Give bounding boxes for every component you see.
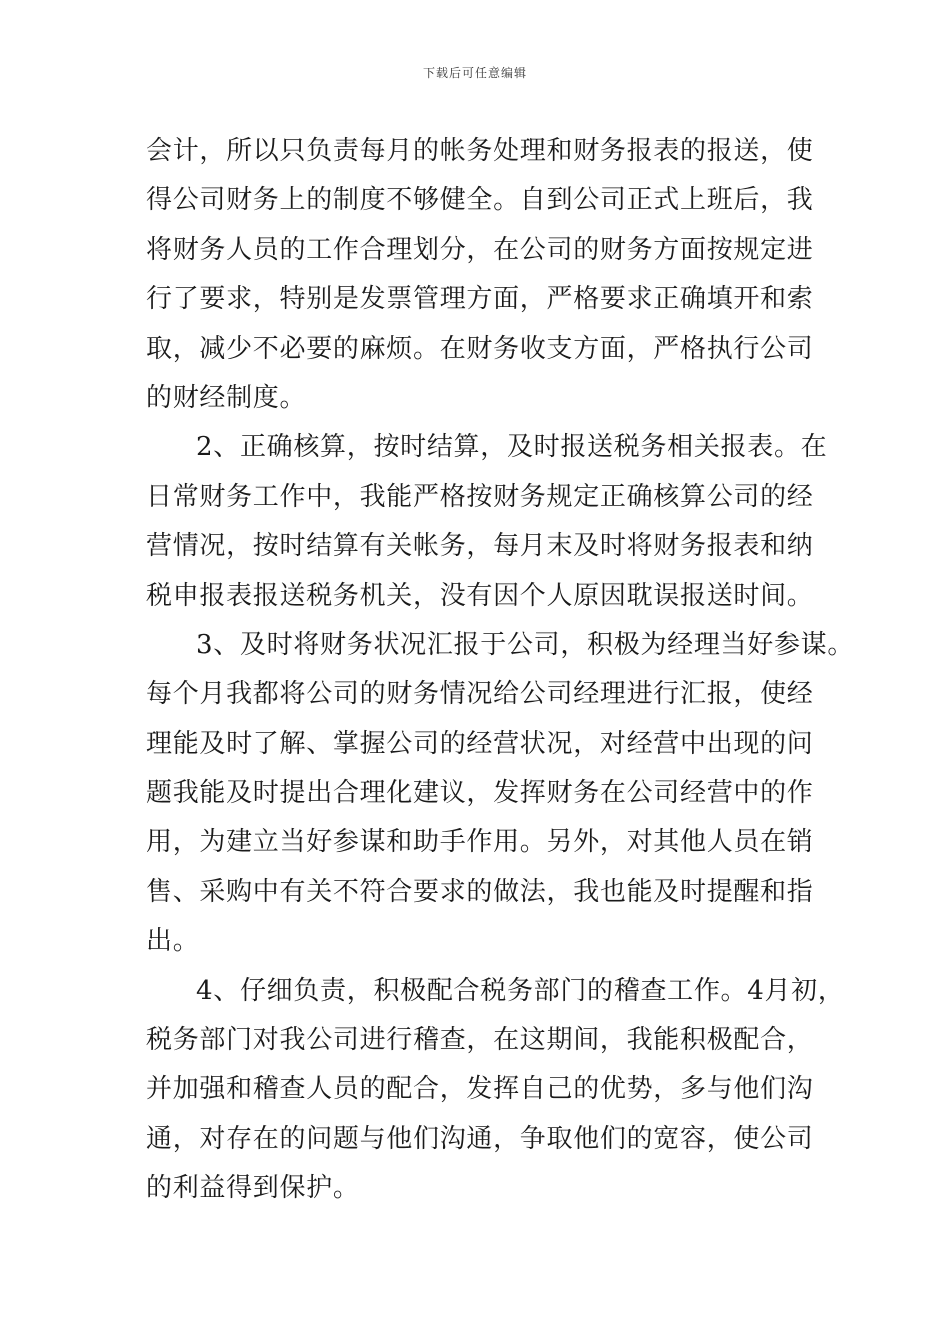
text-line: 取，减少不必要的麻烦。在财务收支方面，严格执行公司 <box>146 333 814 364</box>
text-line: 题我能及时提出合理化建议，发挥财务在公司经营中的作 <box>146 778 814 809</box>
text-line: 的财经制度。 <box>146 382 307 413</box>
page-header: 下载后可任意编辑 <box>422 66 527 80</box>
text-line: 并加强和稽查人员的配合，发挥自己的优势，多与他们沟 <box>146 1074 814 1105</box>
text-line: 售、采购中有关不符合要求的做法，我也能及时提醒和指 <box>146 876 814 907</box>
text-line: 营情况，按时结算有关帐务，每月末及时将财务报表和纳 <box>146 531 814 562</box>
paragraph-first-line: 3、及时将财务状况汇报于公司，积极为经理当好参谋。 <box>196 629 855 660</box>
paragraph-first-line: 2、正确核算，按时结算，及时报送税务相关报表。在 <box>196 432 828 463</box>
text-line: 行了要求，特别是发票管理方面，严格要求正确填开和索 <box>146 284 814 315</box>
text-line: 出。 <box>146 926 200 957</box>
text-line: 日常财务工作中，我能严格按财务规定正确核算公司的经 <box>146 481 814 512</box>
text-line: 税申报表报送税务机关，没有因个人原因耽误报送时间。 <box>146 580 814 611</box>
text-line: 通，对存在的问题与他们沟通，争取他们的宽容，使公司 <box>146 1123 814 1154</box>
paragraph-first-line: 4、仔细负责，积极配合税务部门的稽查工作。4月初， <box>196 975 845 1006</box>
body-text <box>146 127 855 1214</box>
text-line: 理能及时了解、掌握公司的经营状况，对经营中出现的问 <box>146 728 814 759</box>
text-line: 会计，所以只负责每月的帐务处理和财务报表的报送，使 <box>146 136 814 166</box>
text-line: 的利益得到保护。 <box>146 1173 360 1204</box>
text-line: 每个月我都将公司的财务情况给公司经理进行汇报，使经 <box>146 679 814 710</box>
text-line: 将财务人员的工作合理划分，在公司的财务方面按规定进 <box>146 234 814 265</box>
text-line: 税务部门对我公司进行稽查，在这期间，我能积极配合， <box>146 1025 814 1056</box>
text-line: 得公司财务上的制度不够健全。自到公司正式上班后，我 <box>146 185 814 216</box>
text-line: 用，为建立当好参谋和助手作用。另外，对其他人员在销 <box>146 827 814 858</box>
